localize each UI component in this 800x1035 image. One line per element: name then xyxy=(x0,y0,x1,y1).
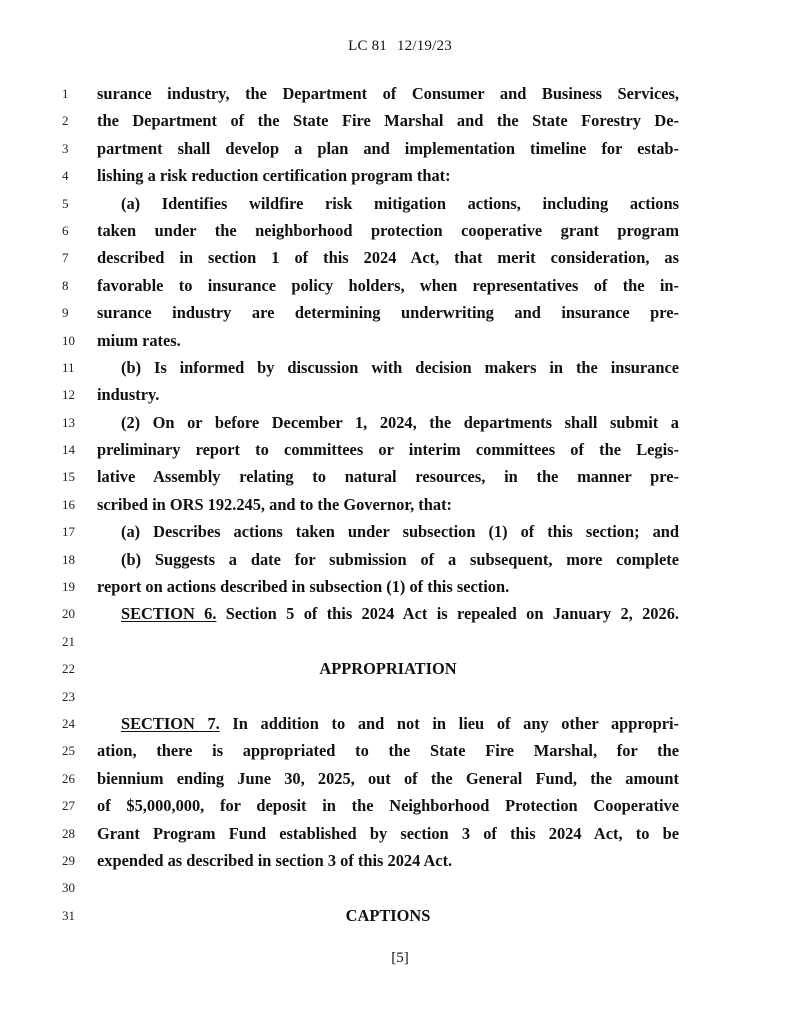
line-text: of $5,000,000, for deposit in the Neighborhood Protection Cooperative xyxy=(97,796,679,816)
numbered-line xyxy=(0,381,800,408)
numbered-line xyxy=(0,573,800,600)
line-text: (2) On or before December 1, 2024, the departments shall submit a xyxy=(121,412,679,432)
bill-number: LC 81 xyxy=(348,38,388,54)
line-number: 19 xyxy=(62,579,75,595)
line-text: biennium ending June 30, 2025, out of the General Fund, the amount xyxy=(97,768,679,788)
line-number: 28 xyxy=(62,825,75,841)
line-text: surance industry are determining underwriting and insurance pre- xyxy=(97,303,679,323)
numbered-line xyxy=(0,628,800,655)
line-number: 17 xyxy=(62,524,75,540)
numbered-line xyxy=(0,162,800,189)
document-body xyxy=(0,80,800,929)
line-number: 21 xyxy=(62,633,75,649)
line-text: described in section 1 of this 2024 Act, that merit consideration, as xyxy=(97,248,679,268)
numbered-line xyxy=(0,436,800,463)
section-heading: APPROPRIATION xyxy=(319,659,457,679)
line-number: 26 xyxy=(62,770,75,786)
line-text: (a) Identifies wildfire risk mitigation actions, including actions xyxy=(121,193,679,213)
line-text: (b) Suggests a date for submission of a subsequent, more complete xyxy=(121,549,679,569)
numbered-line xyxy=(0,135,800,162)
line-text: industry. xyxy=(97,385,160,405)
numbered-line xyxy=(0,354,800,381)
numbered-line xyxy=(0,847,800,874)
numbered-line xyxy=(0,409,800,436)
numbered-line xyxy=(0,600,800,627)
line-text: ation, there is appropriated to the State Fire Marshal, for the xyxy=(97,741,679,761)
numbered-line xyxy=(0,80,800,107)
line-number: 6 xyxy=(62,222,69,238)
numbered-line xyxy=(0,683,800,710)
line-number: 12 xyxy=(62,387,75,403)
line-number: 22 xyxy=(62,661,75,677)
numbered-line xyxy=(0,463,800,490)
line-number: 5 xyxy=(62,195,69,211)
line-text: surance industry, the Department of Consumer and Business Services, xyxy=(97,84,679,103)
page-header xyxy=(0,38,800,55)
line-number: 4 xyxy=(62,168,69,184)
page-footer xyxy=(0,950,800,967)
line-text: partment shall develop a plan and implementation timeline for estab- xyxy=(97,138,679,158)
numbered-line xyxy=(0,820,800,847)
line-text: favorable to insurance policy holders, when representatives of the in- xyxy=(97,275,679,295)
numbered-line xyxy=(0,217,800,244)
line-number: 1 xyxy=(62,86,69,101)
line-number: 9 xyxy=(62,305,69,321)
line-number: 23 xyxy=(62,688,75,704)
section-label: SECTION 7. xyxy=(121,713,220,733)
numbered-line xyxy=(0,107,800,134)
numbered-line xyxy=(0,190,800,217)
line-number: 8 xyxy=(62,277,69,293)
numbered-line xyxy=(0,272,800,299)
line-number: 3 xyxy=(62,140,69,156)
numbered-line xyxy=(0,327,800,354)
line-number: 30 xyxy=(62,880,75,896)
numbered-line xyxy=(0,491,800,518)
section-text: Section 5 of this 2024 Act is repealed on January 2, 2026. xyxy=(216,604,679,624)
line-number: 29 xyxy=(62,852,75,868)
line-text: report on actions described in subsection (1) of this section. xyxy=(97,577,510,597)
numbered-line xyxy=(0,710,800,737)
numbered-line xyxy=(0,874,800,901)
line-text: scribed in ORS 192.245, and to the Governor, that: xyxy=(97,494,452,514)
line-text: lishing a risk reduction certification program that: xyxy=(97,166,451,186)
line-number: 7 xyxy=(62,250,69,266)
numbered-line xyxy=(0,902,800,929)
section-label: SECTION 6. xyxy=(121,604,217,624)
line-number: 24 xyxy=(62,715,75,731)
line-text: expended as described in section 3 of this 2024 Act. xyxy=(97,850,453,870)
line-number: 10 xyxy=(62,332,75,348)
line-number: 13 xyxy=(62,414,75,430)
line-number: 16 xyxy=(62,496,75,512)
line-number: 18 xyxy=(62,551,75,567)
line-number: 15 xyxy=(62,469,75,485)
line-text: (b) Is informed by discussion with decision makers in the insurance xyxy=(121,357,679,377)
numbered-line xyxy=(0,299,800,326)
line-text: the Department of the State Fire Marshal and the State Forestry De- xyxy=(97,111,679,131)
numbered-line xyxy=(0,655,800,682)
line-number: 11 xyxy=(62,359,75,375)
numbered-line xyxy=(0,792,800,819)
numbered-line xyxy=(0,765,800,792)
line-text xyxy=(121,600,679,627)
line-number: 2 xyxy=(62,113,69,129)
section-text: In addition to and not in lieu of any other appropri- xyxy=(219,713,679,733)
bill-date: 12/19/23 xyxy=(396,38,452,54)
line-number: 20 xyxy=(62,606,75,622)
line-text: preliminary report to committees or interim committees of the Legis- xyxy=(97,440,679,460)
numbered-line xyxy=(0,737,800,764)
line-text: mium rates. xyxy=(97,330,181,350)
numbered-line xyxy=(0,546,800,573)
page-number: [5] xyxy=(391,950,409,966)
line-text: lative Assembly relating to natural resources, in the manner pre- xyxy=(97,467,679,487)
numbered-line xyxy=(0,518,800,545)
line-number: 14 xyxy=(62,442,75,458)
line-number: 31 xyxy=(62,907,75,923)
line-text: taken under the neighborhood protection cooperative grant program xyxy=(97,220,679,240)
section-heading: CAPTIONS xyxy=(345,905,431,925)
line-number: 27 xyxy=(62,798,75,814)
line-text: (a) Describes actions taken under subsection (1) of this section; and xyxy=(121,522,679,542)
line-number: 25 xyxy=(62,743,75,759)
numbered-line xyxy=(0,244,800,271)
line-text xyxy=(121,710,679,737)
line-text: Grant Program Fund established by section 3 of this 2024 Act, to be xyxy=(97,823,679,843)
